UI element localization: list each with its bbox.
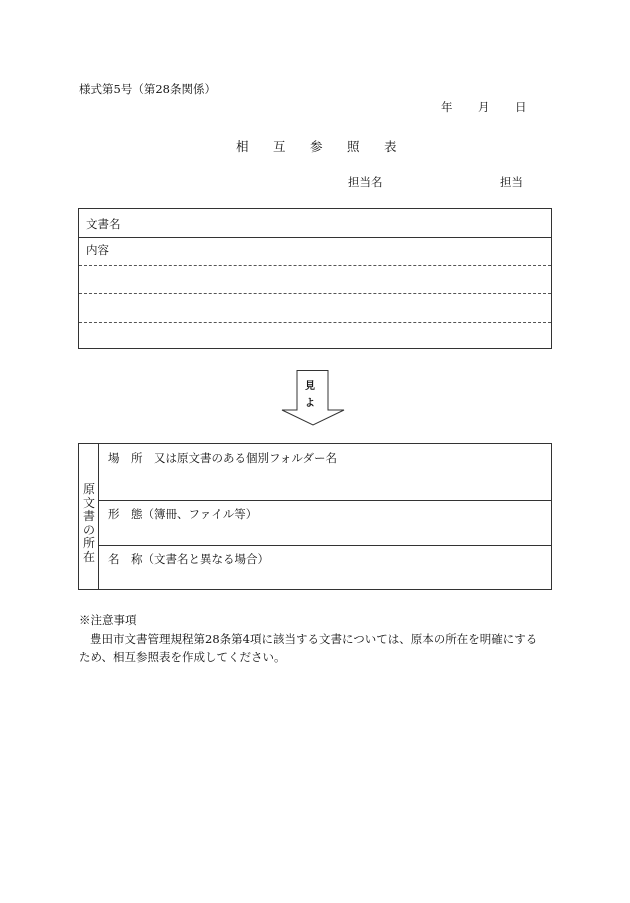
title-char: 表 xyxy=(384,139,397,154)
title-label: 名 称（文書名と異なる場合） xyxy=(108,552,269,566)
document-name-label: 文書名 xyxy=(86,217,121,231)
document-name-row[interactable] xyxy=(79,209,551,238)
side-label-char: の xyxy=(82,522,95,537)
side-label-char: 原 xyxy=(82,482,95,496)
title-char: 相 xyxy=(236,139,249,154)
notes-title: ※注意事項 xyxy=(79,613,137,627)
side-label-char: 書 xyxy=(82,509,95,523)
document-info-box xyxy=(78,208,552,349)
date-year-label: 年 xyxy=(441,100,453,114)
content-line[interactable] xyxy=(79,265,551,266)
content-label: 内容 xyxy=(86,243,109,257)
original-location-side-label xyxy=(79,444,99,589)
date-fields xyxy=(441,99,527,115)
page-title xyxy=(236,137,421,155)
person-in-charge-label: 担当 xyxy=(500,175,523,189)
side-label-char: 在 xyxy=(82,549,95,564)
arrow-char: 見 xyxy=(305,381,315,392)
content-line[interactable] xyxy=(79,293,551,294)
side-label-char: 文 xyxy=(82,495,95,510)
original-location-box xyxy=(78,443,552,590)
date-day-label: 日 xyxy=(515,100,527,114)
side-label-char: 所 xyxy=(82,536,95,550)
arrow-char: よ xyxy=(305,398,315,409)
notes-line: 豊田市文書管理規程第28条第4項に該当する文書については、原本の所在を明確にする xyxy=(90,632,538,646)
row-divider xyxy=(99,545,551,546)
form-label: 形 態（簿冊、ファイル等） xyxy=(108,507,258,521)
notes-line: ため、相互参照表を作成してください。 xyxy=(79,650,286,664)
content-line[interactable] xyxy=(79,322,551,323)
title-char: 照 xyxy=(347,139,360,154)
date-month-label: 月 xyxy=(478,100,490,114)
person-in-charge-name-label: 担当名 xyxy=(348,175,383,189)
place-label: 場 所 又は原文書のある個別フォルダー名 xyxy=(108,451,337,465)
form-number: 様式第5号（第28条関係） xyxy=(79,82,216,96)
title-char: 互 xyxy=(273,139,286,154)
title-char: 参 xyxy=(310,139,323,154)
row-divider xyxy=(99,500,551,501)
